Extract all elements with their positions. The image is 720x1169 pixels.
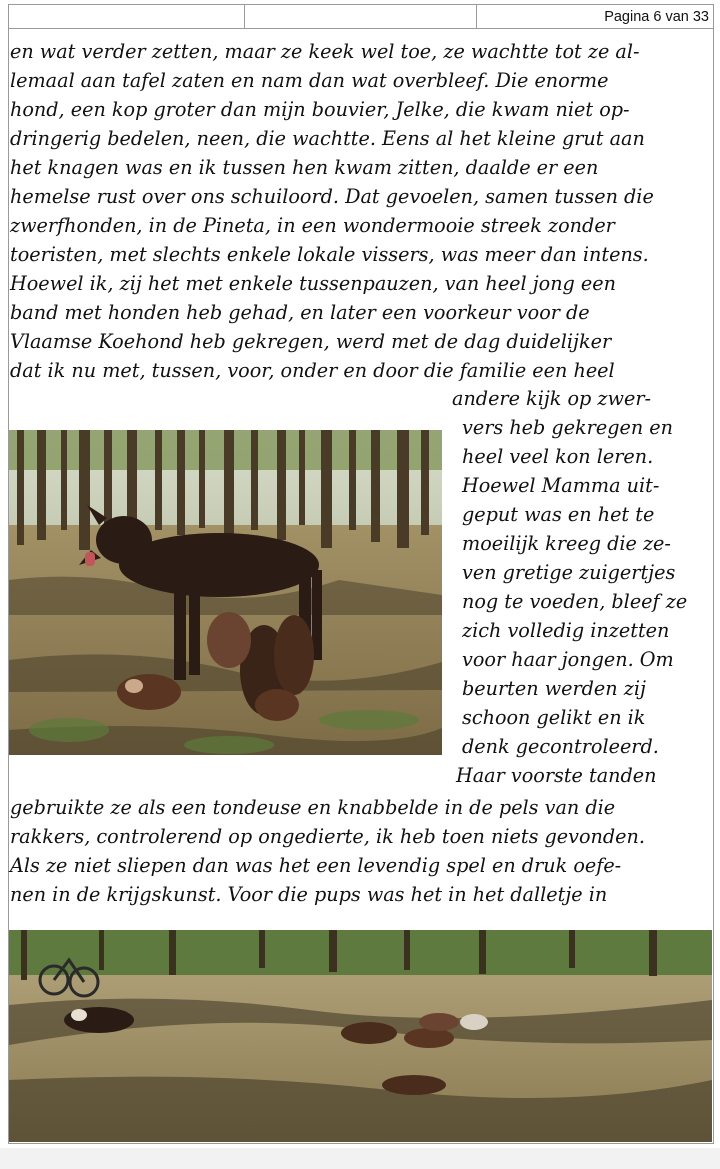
photo-mother-dog-nursing-image [9, 430, 442, 755]
bottom-strip [0, 1148, 720, 1169]
text-line: Hoewel ik, zij het met enkele tussenpauzen, van heel jong een [10, 272, 616, 295]
text-line: dat ik nu met, tussen, voor, onder en door die familie een heel [10, 359, 615, 382]
text-block-bottom [10, 793, 710, 909]
text-line: moeilijk kreeg die ze- [462, 532, 671, 555]
header-cell-middle [245, 5, 477, 28]
text-line: voor haar jongen. Om [462, 648, 674, 671]
header-cell-left [9, 5, 245, 28]
text-line: toeristen, met slechts enkele lokale vissers, was meer dan intens. [10, 243, 649, 266]
text-line: heel veel kon leren. [462, 445, 654, 468]
text-line: rakkers, controlerend op ongedierte, ik heb toen niets gevonden. [10, 825, 645, 848]
photo-mother-dog-nursing [9, 430, 442, 755]
text-line: beurten werden zij [462, 677, 646, 700]
header-cell-right [477, 5, 713, 28]
text-block-top [10, 37, 710, 385]
text-line: hemelse rust over ons schuiloord. Dat gevoelen, samen tussen die [10, 185, 654, 208]
text-line: dringerig bedelen, neen, die wachtte. Eens al het kleine grut aan [10, 127, 645, 150]
text-line: Als ze niet sliepen dan was het een levendig spel en druk oefe- [10, 854, 622, 877]
text-line: andere kijk op zwer- [452, 387, 651, 410]
text-line: het knagen was en ik tussen hen kwam zitten, daalde er een [10, 156, 599, 179]
text-line: nen in de krijgskunst. Voor die pups was het in het dalletje in [10, 883, 608, 906]
text-block-narrow [452, 384, 714, 790]
text-line: geput was en het te [462, 503, 655, 526]
text-line: Haar voorste tanden [456, 764, 657, 787]
text-line: Hoewel Mamma uit- [462, 474, 660, 497]
text-line: schoon gelikt en ik [462, 706, 646, 729]
text-line: zwerfhonden, in de Pineta, in een wondermooie streek zonder [10, 214, 615, 237]
page-header [9, 5, 713, 29]
text-line: ven gretige zuigertjes [462, 561, 676, 584]
text-line: band met honden heb gehad, en later een voorkeur voor de [10, 301, 590, 324]
text-line: denk gecontroleerd. [462, 735, 659, 758]
text-line: lemaal aan tafel zaten en nam dan wat overbleef. Die enorme [10, 69, 609, 92]
page-number: Pagina 6 van 33 [604, 8, 709, 25]
photo-sleeping-dogs-image [9, 930, 712, 1142]
text-line: en wat verder zetten, maar ze keek wel toe, ze wachtte tot ze al- [10, 40, 640, 63]
text-line: nog te voeden, bleef ze [462, 590, 688, 613]
text-line: zich volledig inzetten [462, 619, 670, 642]
text-line: vers heb gekregen en [462, 416, 674, 439]
text-line: hond, een kop groter dan mijn bouvier, Jelke, die kwam niet op- [10, 98, 630, 121]
text-line: gebruikte ze als een tondeuse en knabbelde in de pels van die [10, 796, 616, 819]
photo-sleeping-dogs [9, 930, 712, 1142]
text-line: Vlaamse Koehond heb gekregen, werd met de dag duidelijker [10, 330, 612, 353]
